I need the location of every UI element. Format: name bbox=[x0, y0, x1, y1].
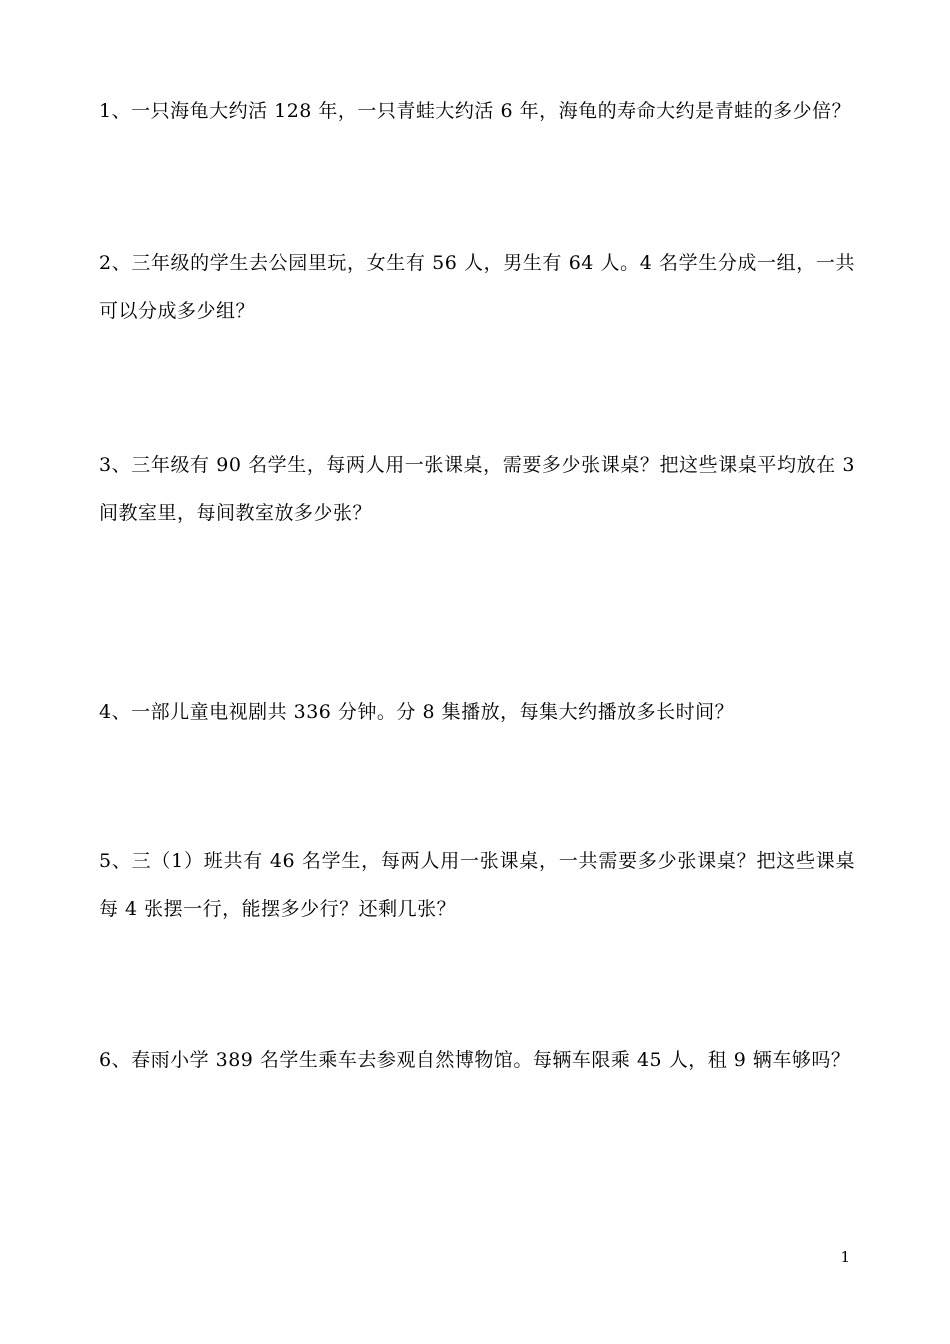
problem-1: 1、一只海龟大约活 128 年，一只青蛙大约活 6 年，海龟的寿命大约是青蛙的多少倍？ bbox=[99, 100, 852, 122]
page-number: 1 bbox=[840, 1248, 850, 1266]
problem-2: 2、三年级的学生去公园里玩，女生有 56 人，男生有 64 人。4 名学生分成一组，一共可以分成多少组？ bbox=[99, 252, 855, 322]
problem-6: 6、春雨小学 389 名学生乘车去参观自然博物馆。每辆车限乘 45 人，租 9 辆车够吗？ bbox=[99, 1049, 851, 1071]
problem-5: 5、三（1）班共有 46 名学生，每两人用一张课桌，一共需要多少张课桌？把这些课桌每 4 张摆一行，能摆多少行？还剩几张？ bbox=[99, 850, 855, 920]
problem-4: 4、一部儿童电视剧共 336 分钟。分 8 集播放，每集大约播放多长时间？ bbox=[99, 701, 735, 723]
problem-3: 3、三年级有 90 名学生，每两人用一张课桌，需要多少张课桌？把这些课桌平均放在 3 间教室里，每间教室放多少张？ bbox=[99, 454, 855, 524]
